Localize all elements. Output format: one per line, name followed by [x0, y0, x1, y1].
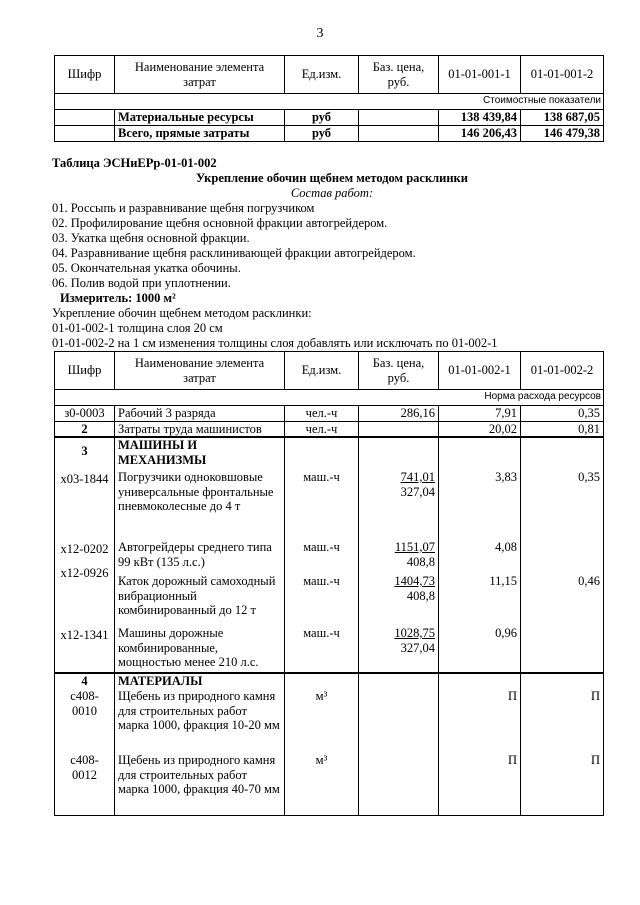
row-unit: чел.-ч	[285, 405, 359, 421]
header-name: Наименование элемента затрат	[115, 352, 285, 390]
header-unit: Ед.изм.	[285, 56, 359, 94]
row-unit: м³	[315, 753, 328, 767]
row-name: Каток дорожный самоходный вибрационный комбинированный до 12 т	[118, 574, 276, 617]
row-value-2: 0,35	[521, 405, 604, 421]
row-value-2: 138 687,05	[521, 109, 604, 125]
work-item: 02. Профилирование щебня основной фракции автогрейдером.	[52, 216, 388, 230]
row-price: 1151,07	[394, 540, 435, 554]
row-value-1: П	[507, 689, 517, 703]
section-text	[52, 156, 612, 351]
work-item: 05. Окончательная укатка обочины.	[52, 261, 241, 275]
description: Укрепление обочин щебнем методом расклинки:	[52, 306, 312, 320]
section-title: Укрепление обочин щебнем методом расклинки	[196, 171, 468, 185]
row-price: 1028,75	[394, 626, 435, 640]
table-id: Таблица ЭСНиЕРр-01-01-002	[52, 156, 217, 170]
group-code: 3	[81, 444, 88, 458]
row-code: х12-0202	[60, 542, 109, 556]
row-name: Машины дорожные комбинированные, мощностью менее 210 л.с.	[118, 626, 259, 669]
meter: Измеритель: 1000 м²	[60, 291, 176, 305]
row-price: 286,16	[359, 405, 439, 421]
row-code: 2	[55, 421, 115, 437]
row-unit: маш.-ч	[303, 626, 340, 640]
header-price: Баз. цена, руб.	[359, 56, 439, 94]
row-name: Автогрейдеры среднего типа 99 кВт (135 л.с.)	[118, 540, 272, 569]
row-unit: руб	[285, 109, 359, 125]
row-code: з0-0003	[55, 405, 115, 421]
row-price-2: 408,8	[406, 588, 435, 603]
row-code: с408-0010	[70, 689, 99, 718]
row-code: с408-0012	[70, 753, 99, 782]
row-name: Погрузчики одноковшовые универсальные фронтальные пневмоколесные до 4 т	[118, 470, 274, 513]
main-table-note: Норма расхода ресурсов	[55, 390, 604, 406]
row-value-2: П	[590, 753, 600, 767]
row-unit: м³	[315, 689, 328, 703]
row-value-1: 20,02	[439, 421, 521, 437]
row-unit: маш.-ч	[303, 574, 340, 588]
header-col1: 01-01-002-1	[439, 352, 521, 390]
row-price-2: 408,8	[406, 554, 435, 569]
row-name: Щебень из природного камня для строительных работ марка 1000, фракция 10-20 мм	[118, 689, 280, 732]
header-unit: Ед.изм.	[285, 352, 359, 390]
group-title: МАШИНЫ И МЕХАНИЗМЫ	[118, 438, 207, 467]
row-value-1: 3,83	[495, 470, 517, 484]
machines-block	[55, 437, 604, 673]
materials-block	[55, 673, 604, 816]
work-item: 01. Россыпь и разравнивание щебня погрузчиком	[52, 201, 315, 215]
row-value-2	[524, 626, 600, 672]
row-unit: руб	[285, 125, 359, 141]
row-name: Всего, прямые затраты	[115, 125, 285, 141]
works-title: Состав работ:	[290, 186, 374, 200]
row-value-2: П	[590, 689, 600, 703]
row-value-2: 0,46	[578, 574, 600, 588]
row-name: Щебень из природного камня для строительных работ марка 1000, фракция 40-70 мм	[118, 753, 280, 796]
row-value-2: 0,35	[578, 470, 600, 484]
work-item: 06. Полив водой при уплотнении.	[52, 276, 231, 290]
header-col2: 01-01-001-2	[521, 56, 604, 94]
row-price-2: 327,04	[400, 484, 435, 499]
row-value-1: 7,91	[439, 405, 521, 421]
row-name: Затраты труда машинистов	[115, 421, 285, 437]
main-resource-table	[54, 351, 604, 816]
row-code: х12-1341	[60, 628, 109, 642]
row-value-1: 4,08	[495, 540, 517, 554]
header-col1: 01-01-001-1	[439, 56, 521, 94]
row-unit: чел.-ч	[285, 421, 359, 437]
row-code: х03-1844	[60, 472, 109, 486]
row-unit: маш.-ч	[303, 540, 340, 554]
row-code: х12-0926	[60, 566, 109, 580]
row-price: 741,01	[400, 470, 435, 484]
row-value-2: 146 479,38	[521, 125, 604, 141]
table-row	[55, 405, 604, 421]
page-number: 3	[316, 26, 324, 41]
row-price: 1404,73	[394, 574, 435, 588]
table-row	[55, 109, 604, 125]
header-price: Баз. цена, руб.	[359, 352, 439, 390]
header-col2: 01-01-002-2	[521, 352, 604, 390]
group-title: МАТЕРИАЛЫ	[118, 674, 203, 688]
row-value-2: 0,81	[521, 421, 604, 437]
header-name: Наименование элемента затрат	[115, 56, 285, 94]
header-code: Шифр	[55, 56, 115, 94]
row-value-1: 11,15	[489, 574, 517, 588]
row-unit: маш.-ч	[303, 470, 340, 484]
table-row	[55, 125, 604, 141]
row-name: Рабочий 3 разряда	[115, 405, 285, 421]
work-item: 03. Укатка щебня основной фракции.	[52, 231, 250, 245]
table-row	[55, 421, 604, 437]
item-line: 01-01-002-1 толщина слоя 20 см	[52, 321, 223, 335]
top-cost-table	[54, 55, 604, 142]
header-code: Шифр	[55, 352, 115, 390]
work-item: 04. Разравнивание щебня расклинивающей фракции автогрейдером.	[52, 246, 416, 260]
row-value-1: П	[507, 753, 517, 767]
top-table-note: Стоимостные показатели	[55, 94, 604, 110]
item-line: 01-01-002-2 на 1 см изменения толщины слоя добавлять или исключать по 01-002-1	[52, 336, 498, 350]
group-code: 4	[81, 674, 88, 688]
row-value-1: 146 206,43	[439, 125, 521, 141]
row-value-1: 0,96	[495, 626, 517, 640]
row-value-1: 138 439,84	[439, 109, 521, 125]
row-name: Материальные ресурсы	[115, 109, 285, 125]
row-price-2: 327,04	[400, 640, 435, 655]
row-value-2	[524, 540, 600, 574]
